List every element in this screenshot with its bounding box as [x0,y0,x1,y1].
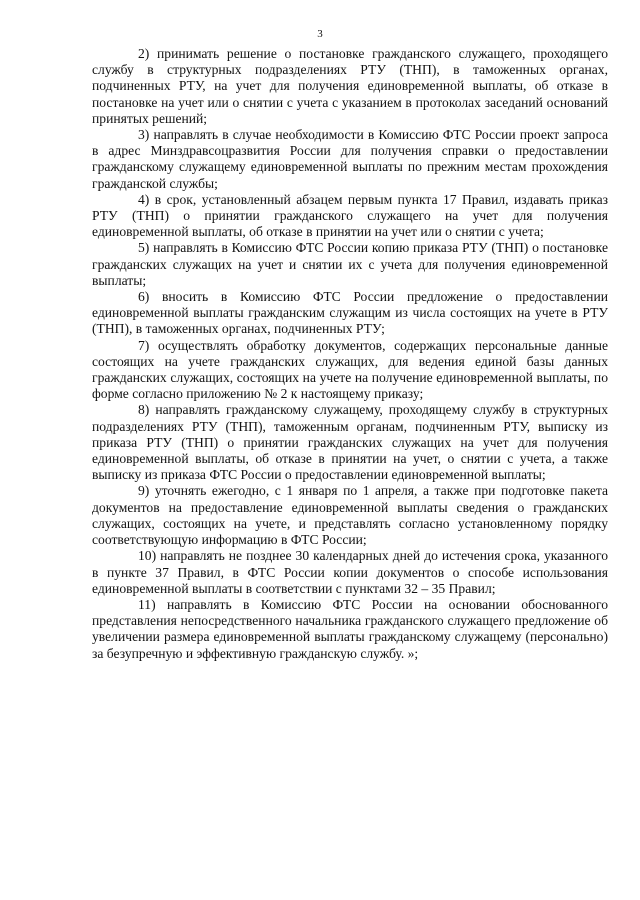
list-item-9: 9) уточнять ежегодно, с 1 января по 1 апреля, а также при подготовке пакета документов на предоставление единовременной выплаты сведения о гражданских служащих, состоящих на учете, и представлять согласно установленному порядку соответствующую информацию в ФТС России; [92,483,608,548]
list-item-10: 10) направлять не позднее 30 календарных дней до истечения срока, указанного в пункте 37 Правил, в ФТС России копии документов о способе использования единовременной выплаты в соответствии с пунктами 32 – 35 Правил; [92,548,608,596]
list-item-11: 11) направлять в Комиссию ФТС России на основании обоснованного представления непосредственного начальника гражданского служащего предложение об увеличении размера единовременной выплаты гражданскому служащему (персонально) за безупречную и эффективную гражданскую службу. »; [92,596,608,661]
list-item-8: 8) направлять гражданскому служащему, проходящему службу в структурных подразделениях РТУ (ТНП), таможенным органам, подчиненным РТУ, выписку из приказа РТУ (ТНП) о принятии гражданских служащих на учет для получения единовременной выплаты, об отказе в принятии на учет, о снятии с учета, а также выписку из приказа ФТС России о предоставлении единовременной выплаты; [92,402,608,483]
list-item-2: 2) принимать решение о постановке гражданского служащего, проходящего службу в структурных подразделениях РТУ (ТНП), в таможенных органах, подчиненных РТУ, на учет для получения единовременной выплаты, об отказе в постановке на учет или о снятии с учета с указанием в протоколах заседаний оснований принятых решений; [92,46,608,126]
list-item-5: 5) направлять в Комиссию ФТС России копию приказа РТУ (ТНП) о постановке гражданских служащих на учет и снятии их с учета для получения единовременной выплаты; [92,240,608,288]
list-item-6: 6) вносить в Комиссию ФТС России предложение о предоставлении единовременной выплаты гражданским служащим из числа состоящих на учете в РТУ (ТНП), в таможенных органах, подчиненных РТУ; [92,289,608,337]
list-item-7: 7) осуществлять обработку документов, содержащих персональные данные состоящих на учете гражданских служащих, для ведения единой базы данных гражданских служащих, состоящих на учете на получение единовременной выплаты, по форме согласно приложению № 2 к настоящему приказу; [92,337,608,402]
list-item-3: 3) направлять в случае необходимости в Комиссию ФТС России проект запроса в адрес Минздравсоцразвития России для получения справки о предоставлении гражданскому служащему единовременной выплаты по прежним местам прохождения гражданской службы; [92,127,608,191]
document-body [92,46,608,662]
page-number: 3 [317,28,323,40]
list-item-4: 4) в срок, установленный абзацем первым пункта 17 Правил, издавать приказ РТУ (ТНП) о принятии гражданского служащего на учет для получения единовременной выплаты, об отказе в принятии на учет или о снятии с учета; [92,191,608,240]
